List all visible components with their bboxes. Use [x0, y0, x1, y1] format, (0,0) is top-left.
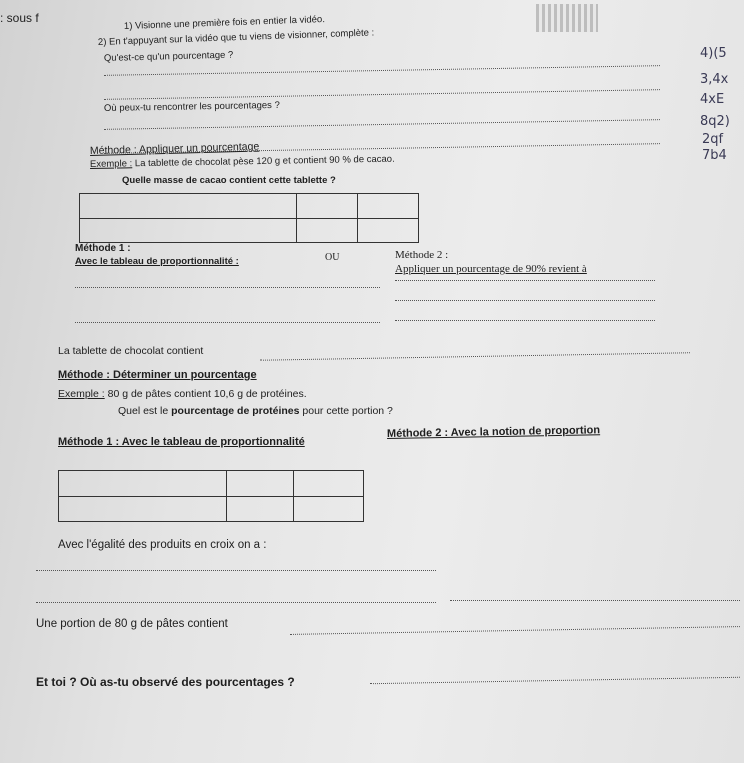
- answer-line: [36, 602, 436, 603]
- handwritten-note: 4xE: [700, 92, 725, 107]
- example-2: [58, 389, 307, 401]
- question-1: 1) Visionne une première fois en entier la vidéo.: [123, 13, 326, 32]
- answer-line: [395, 300, 655, 301]
- method-1-label: Méthode 1 :: [75, 243, 131, 254]
- method-1-desc: Avec le tableau de proportionnalité :: [75, 256, 239, 267]
- answer-line: [36, 570, 436, 571]
- example-1-conclusion: La tablette de chocolat contient: [58, 345, 204, 357]
- example-1: [90, 155, 395, 171]
- answer-line: [104, 65, 660, 76]
- answer-line: [395, 280, 655, 281]
- answer-line: [104, 89, 660, 100]
- method-2-desc: Appliquer un pourcentage de 90% revient à: [395, 263, 587, 275]
- final-question: Et toi ? Où as-tu observé des pourcentages ?: [36, 675, 295, 689]
- handwritten-note: 7b4: [702, 148, 727, 163]
- handwritten-note: 4)(5: [700, 46, 727, 61]
- proportion-table-2: [58, 470, 364, 522]
- example-2-question: [118, 406, 393, 418]
- example-2-question-pre: Quel est le: [118, 405, 172, 417]
- cross-product-text: Avec l'égalité des produits en croix on a :: [58, 539, 267, 551]
- section-2-method-1: Méthode 1 : Avec le tableau de proportionnalité: [58, 436, 305, 448]
- section-2-title: Méthode : Déterminer un pourcentage: [58, 369, 257, 381]
- answer-line: [395, 320, 655, 321]
- answer-line: [370, 677, 740, 684]
- answer-line: [75, 322, 380, 323]
- section-2-method-2: Méthode 2 : Avec la notion de proportion: [386, 424, 601, 440]
- question-2b: Où peux-tu rencontrer les pourcentages ?: [103, 99, 280, 114]
- portion-text: Une portion de 80 g de pâtes contient: [36, 618, 228, 630]
- handwritten-note: 3,4x: [700, 72, 729, 87]
- margin-text: : sous f: [0, 11, 39, 25]
- section-1-title: Méthode : Appliquer un pourcentage: [89, 140, 260, 157]
- question-2: 2) En t'appuyant sur la vidéo que tu viens de visionner, complète :: [97, 27, 375, 48]
- handwritten-note: 2qf: [702, 132, 724, 147]
- answer-line: [104, 119, 660, 130]
- answer-line: [290, 626, 740, 635]
- example-2-text: 80 g de pâtes contient 10,6 g de protéines.: [104, 388, 307, 400]
- qr-code-image: [536, 4, 598, 32]
- example-2-question-post: pour cette portion ?: [299, 405, 393, 417]
- example-2-question-bold: pourcentage de protéines: [171, 405, 300, 417]
- handwritten-note: 8q2): [700, 114, 730, 129]
- example-2-label: Exemple :: [58, 388, 105, 400]
- question-2a: Qu'est-ce qu'un pourcentage ?: [103, 49, 234, 64]
- or-label: OU: [325, 252, 340, 263]
- proportion-table-1: [79, 193, 419, 243]
- example-1-label: Exemple :: [89, 158, 133, 170]
- example-1-question: Quelle masse de cacao contient cette tablette ?: [122, 175, 336, 186]
- answer-line: [450, 600, 740, 601]
- answer-line: [260, 352, 690, 361]
- example-1-text: La tablette de chocolat pèse 120 g et contient 90 % de cacao.: [132, 153, 395, 170]
- method-2-label: Méthode 2 :: [395, 249, 449, 261]
- answer-line: [75, 287, 380, 288]
